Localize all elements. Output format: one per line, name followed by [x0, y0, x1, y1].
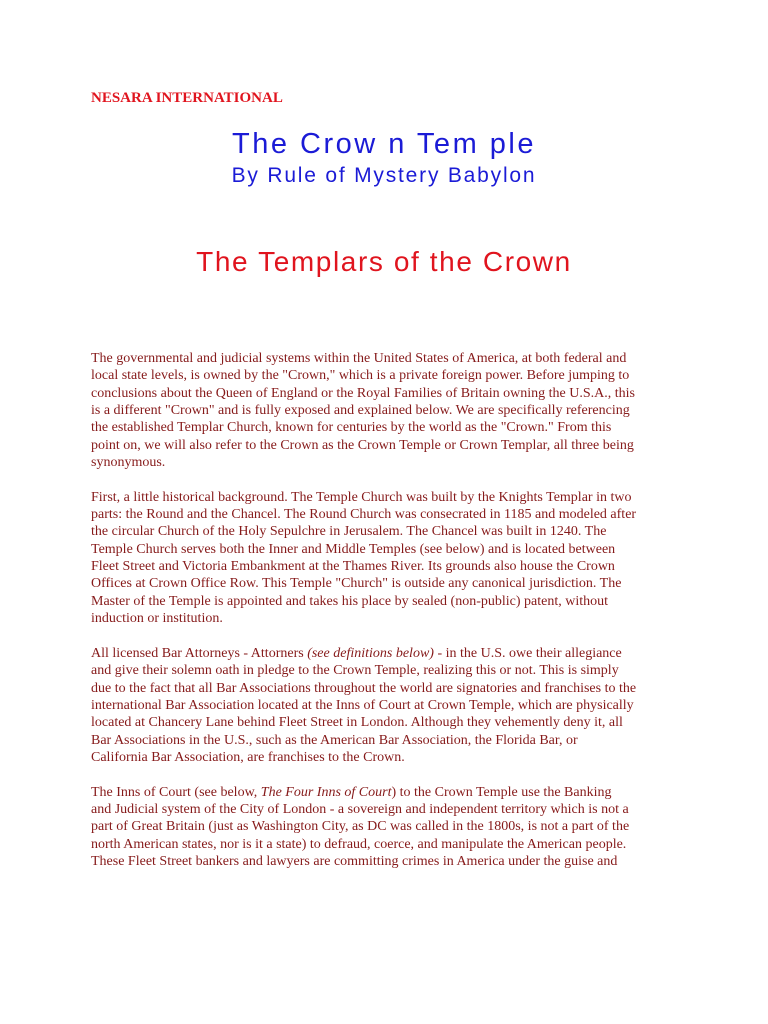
text-line: due to the fact that all Bar Associations throughout the world are signatories and franchises to the [91, 680, 637, 696]
paragraph-3 [91, 645, 691, 766]
text-line: California Bar Association, are franchises to the Crown. [91, 749, 405, 765]
text-line: Offices at Crown Office Row. This Temple "Church" is outside any canonical jurisdiction. The [91, 576, 622, 592]
text-line: synonymous. [91, 455, 166, 471]
paragraph-1 [91, 350, 691, 471]
text-line: the circular Church of the Holy Sepulchre in Jerusalem. The Chancel was built in 1240. The [91, 524, 607, 540]
text-line: and give their solemn oath in pledge to the Crown Temple, realizing this or not. This is simply [91, 663, 619, 679]
text-line [91, 784, 691, 801]
text-line: Fleet Street and Victoria Embankment at the Thames River. Its grounds also house the Crown [91, 559, 615, 575]
text-line: part of Great Britain (just as Washington City, as DC was called in the 1800s, is not a part of the [91, 819, 630, 835]
text-line: and Judicial system of the City of London - a sovereign and independent territory which is not a [91, 801, 629, 817]
page-subtitle: By Rule of Mystery Babylon [231, 164, 537, 187]
text-line: local state levels, is owned by the "Crown," which is a private foreign power. Before jumping to [91, 368, 630, 384]
text-line: induction or institution. [91, 611, 223, 627]
text-line: These Fleet Street bankers and lawyers are committing crimes in America under the guise and [91, 853, 618, 869]
paragraph-2 [91, 489, 691, 628]
italic-reference: (see definitions below) [307, 645, 434, 661]
text-run: - in the U.S. owe their allegiance [433, 645, 622, 661]
text-line: the established Templar Church, known for centuries by the world as the "Crown." From this [91, 420, 612, 436]
text-line: is a different "Crown" and is fully exposed and explained below. We are specifically referencing [91, 403, 630, 419]
text-line: conclusions about the Queen of England or the Royal Families of Britain owning the U.S.A., this [91, 385, 635, 401]
body-text [91, 350, 691, 870]
text-line: parts: the Round and the Chancel. The Round Church was consecrated in 1185 and modeled after [91, 507, 637, 523]
text-line: Temple Church serves both the Inner and Middle Temples (see below) and is located between [91, 541, 616, 557]
text-line: north American states, nor is it a state) to defraud, coerce, and manipulate the American people. [91, 836, 627, 852]
text-line: Bar Associations in the U.S., such as the American Bar Association, the Florida Bar, or [91, 732, 578, 748]
text-line: The governmental and judicial systems within the United States of America, at both federal and [91, 351, 627, 366]
text-line: First, a little historical background. The Temple Church was built by the Knights Templar in two [91, 489, 632, 505]
text-run: The Inns of Court (see below, [91, 784, 261, 800]
text-line: point on, we will also refer to the Crown as the Crown Temple or Crown Templar, all three being [91, 437, 634, 453]
page-title: The Crow n Tem ple [232, 128, 536, 160]
paragraph-gap [91, 628, 691, 645]
paragraph-4 [91, 784, 691, 871]
paragraph-gap [91, 471, 691, 488]
text-line: located at Chancery Lane behind Fleet Street in London. Although they vehemently deny it, all [91, 715, 623, 731]
section-heading: The Templars of the Crown [196, 246, 572, 277]
text-run: ) to the Crown Temple use the Banking [391, 784, 612, 800]
text-line: international Bar Association located at the Inns of Court at Crown Temple, which are physically [91, 697, 634, 713]
text-line: Master of the Temple is appointed and takes his place by sealed (non-public) patent, without [91, 593, 609, 609]
text-line [91, 645, 691, 662]
paragraph-gap [91, 766, 691, 783]
italic-reference: The Four Inns of Court [260, 784, 392, 800]
organization-label: NESARA INTERNATIONAL [91, 90, 283, 106]
text-run: All licensed Bar Attorneys - Attorners [91, 645, 308, 661]
